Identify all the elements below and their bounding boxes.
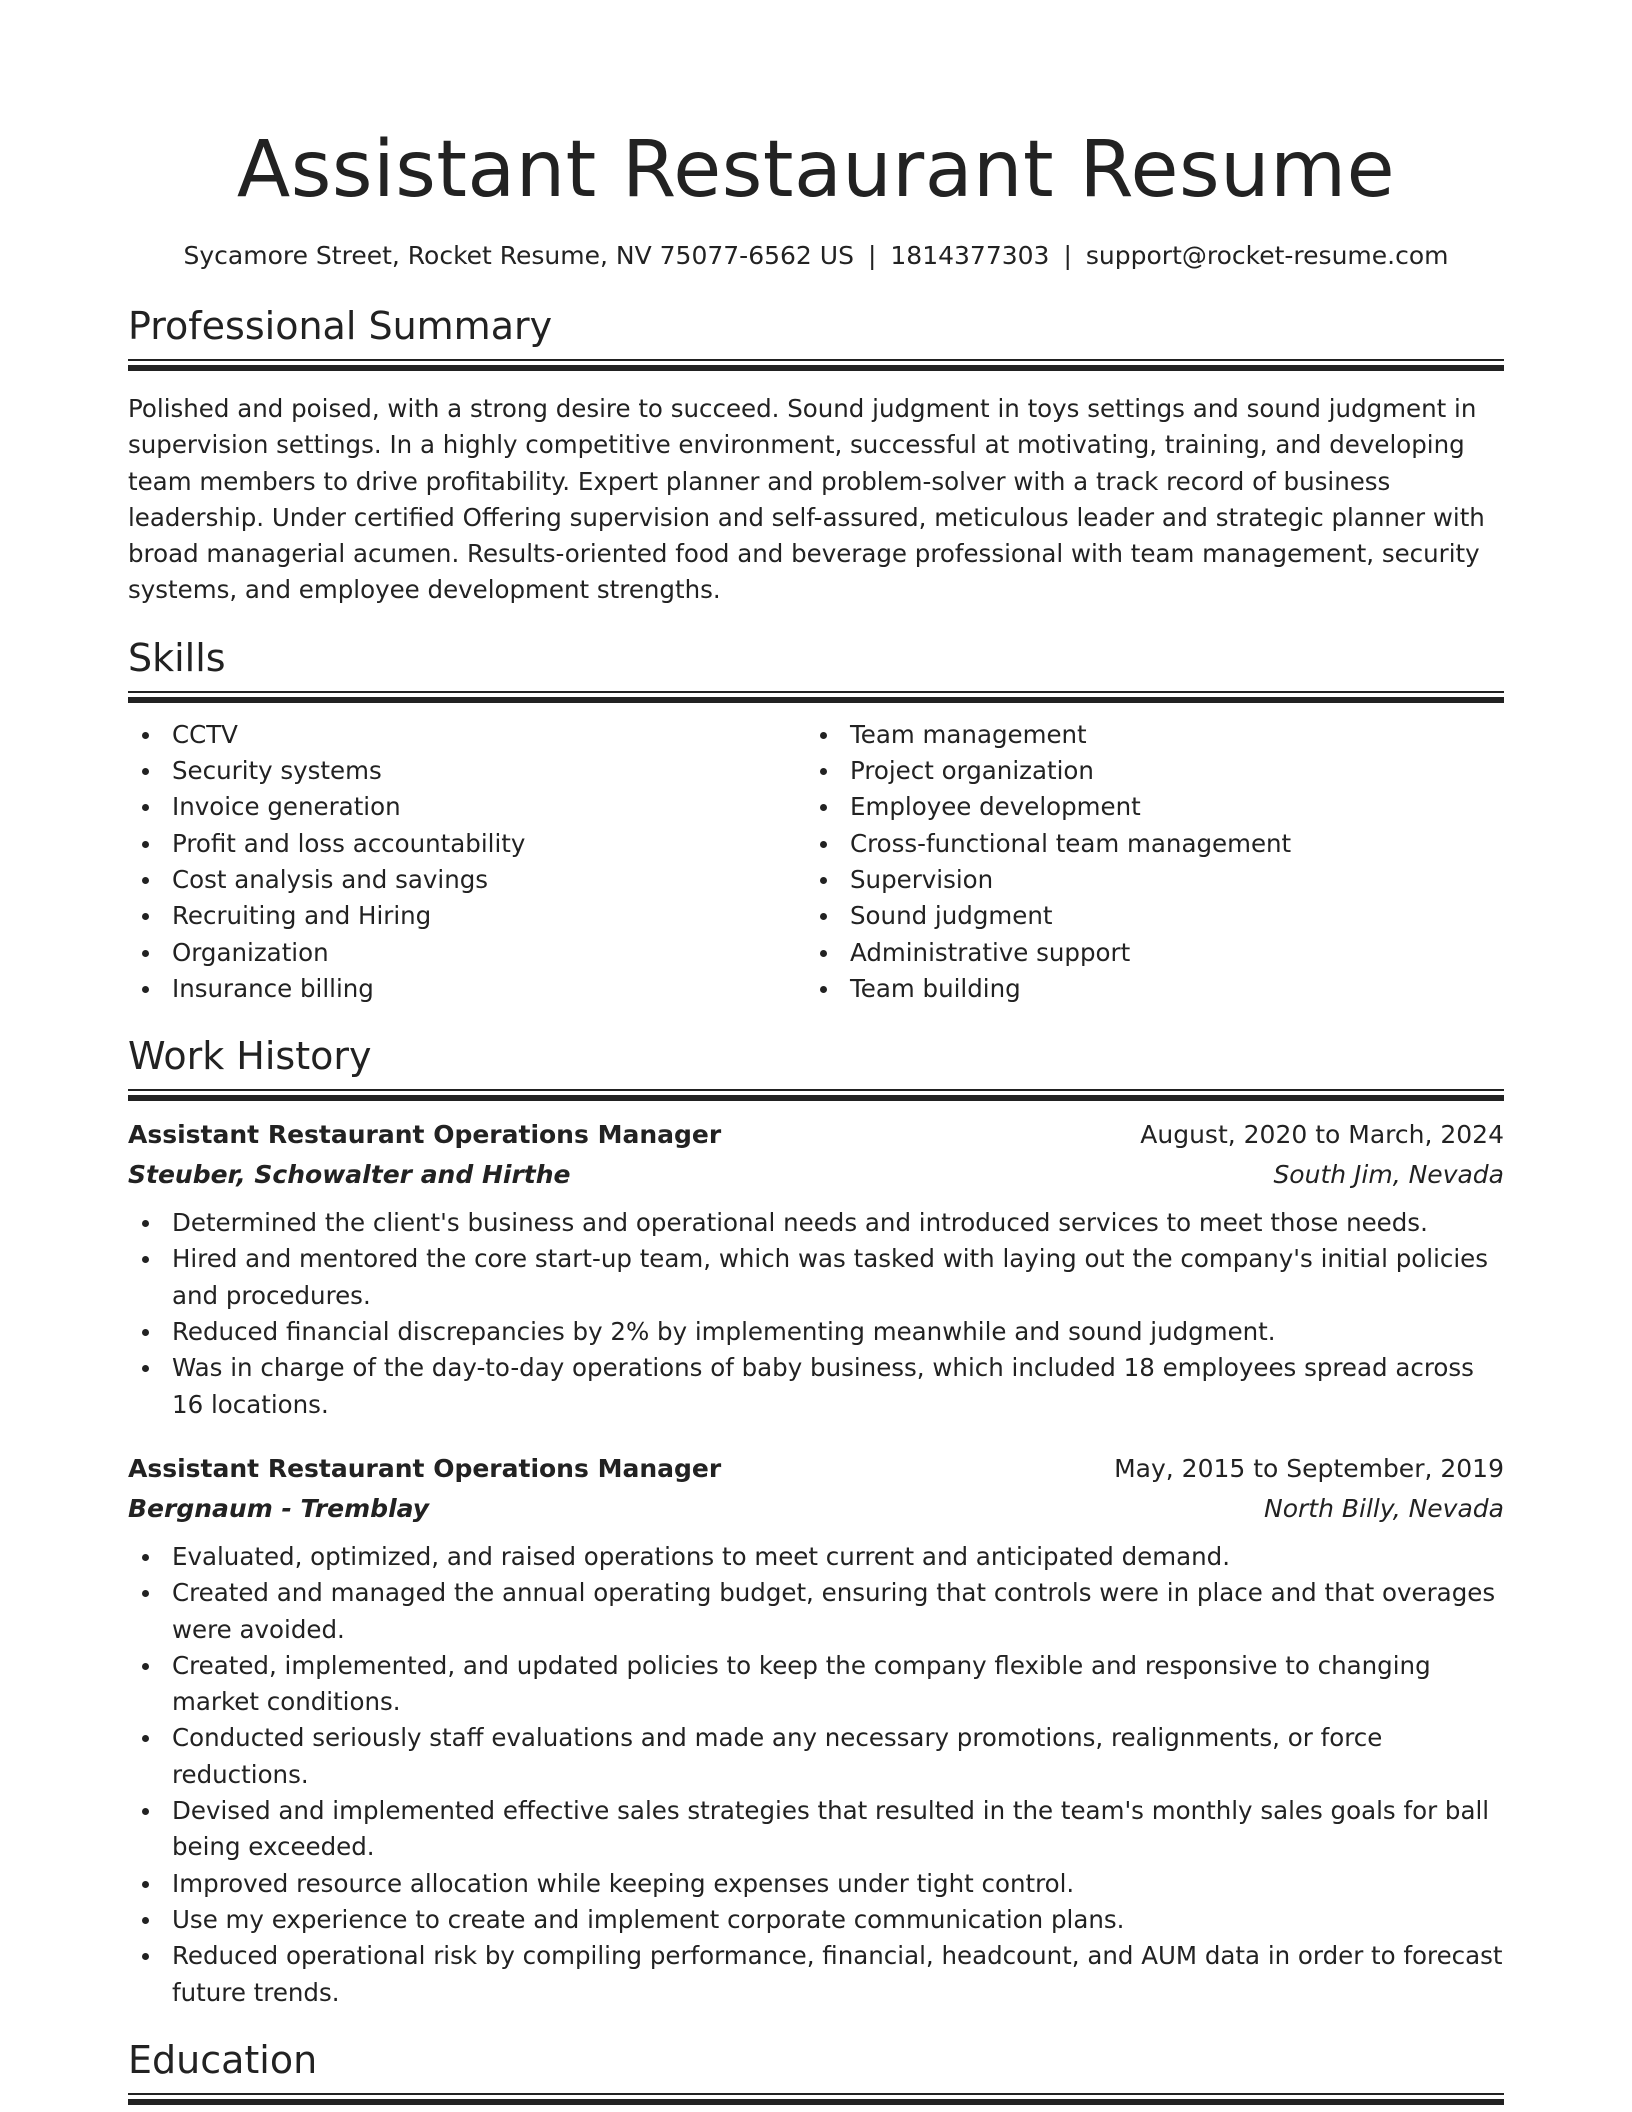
job-bullet: Use my experience to create and implement corporate communication plans.	[128, 1902, 1504, 1938]
skill-item: Recruiting and Hiring	[128, 898, 806, 934]
job-bullet: Created, implemented, and updated policies to keep the company flexible and responsive to changing market conditions.	[128, 1648, 1504, 1721]
contact-email: support@rocket-resume.com	[1085, 241, 1449, 270]
job-title: Assistant Restaurant Operations Manager	[128, 1453, 722, 1483]
work-section	[128, 1033, 1504, 2011]
job-company: Bergnaum - Tremblay	[128, 1493, 430, 1523]
contact-phone: 1814377303	[890, 241, 1050, 270]
job-bullet: Created and managed the annual operating budget, ensuring that controls were in place and that overages were avoided.	[128, 1575, 1504, 1648]
education-section	[128, 2037, 1504, 2105]
section-divider	[128, 2093, 1504, 2105]
skills-section	[128, 635, 1504, 1007]
job-title: Assistant Restaurant Operations Manager	[128, 1120, 722, 1150]
resume-name: Assistant Restaurant Resume	[236, 125, 1396, 215]
skill-item: Invoice generation	[128, 789, 806, 825]
work-heading: Work History	[128, 1034, 372, 1079]
resume-page	[128, 0, 1504, 2105]
skills-columns	[128, 717, 1504, 1007]
skills-list-left	[128, 717, 806, 1007]
contact-separator: |	[1063, 241, 1072, 270]
skill-item: Project organization	[806, 753, 1484, 789]
skill-item: Supervision	[806, 862, 1484, 898]
job-bullet: Determined the client's business and operational needs and introduced services to meet those needs.	[128, 1205, 1504, 1241]
skill-item: Team building	[806, 971, 1484, 1007]
job-bullet: Conducted seriously staff evaluations and made any necessary promotions, realignments, or force reductions.	[128, 1720, 1504, 1793]
skill-item: Cross-functional team management	[806, 826, 1484, 862]
skill-item: Employee development	[806, 789, 1484, 825]
contact-line	[128, 240, 1504, 272]
job-bullet: Evaluated, optimized, and raised operations to meet current and anticipated demand.	[128, 1539, 1504, 1575]
skill-item: Organization	[128, 935, 806, 971]
summary-section	[128, 303, 1504, 609]
summary-text: Polished and poised, with a strong desire to succeed. Sound judgment in toys settings and sound judgment in supervision settings. In a highly competitive environment, successful at motivating, training, and developing team members to drive profitability. Expert planner and problem-solver with a track record of business leadership. Under certified Offering supervision and self-assured, meticulous leader and strategic planner with broad managerial acumen. Results-oriented food and beverage professional with team management, security systems, and employee development strengths.	[128, 394, 1485, 605]
job-bullet: Was in charge of the day-to-day operations of baby business, which included 18 employees spread across 16 locations.	[128, 1350, 1504, 1423]
section-divider	[128, 691, 1504, 703]
job-dates: August, 2020 to March, 2024	[1140, 1120, 1504, 1150]
skill-item: Security systems	[128, 753, 806, 789]
job-bullet: Reduced financial discrepancies by 2% by implementing meanwhile and sound judgment.	[128, 1314, 1504, 1350]
section-divider	[128, 359, 1504, 371]
skills-list-right	[806, 717, 1484, 1007]
skill-item: Insurance billing	[128, 971, 806, 1007]
job-bullet: Hired and mentored the core start-up team, which was tasked with laying out the company's initial policies and procedures.	[128, 1241, 1504, 1314]
skill-item: CCTV	[128, 717, 806, 753]
job-company: Steuber, Schowalter and Hirthe	[128, 1160, 571, 1190]
job-dates: May, 2015 to September, 2019	[1114, 1453, 1504, 1483]
job-header	[128, 1115, 1504, 1155]
contact-address: Sycamore Street, Rocket Resume, NV 75077-6562 US	[183, 241, 854, 270]
job-location: South Jim, Nevada	[1273, 1160, 1504, 1190]
job-entry	[128, 1115, 1504, 1423]
skill-item: Administrative support	[806, 935, 1484, 971]
job-subheader	[128, 1489, 1504, 1529]
skill-item: Sound judgment	[806, 898, 1484, 934]
skills-heading: Skills	[128, 635, 226, 680]
section-divider	[128, 1089, 1504, 1101]
summary-heading: Professional Summary	[128, 304, 553, 348]
job-header	[128, 1449, 1504, 1489]
job-entry	[128, 1449, 1504, 2011]
skill-item: Profit and loss accountability	[128, 826, 806, 862]
job-bullets	[128, 1205, 1504, 1423]
skill-item: Team management	[806, 717, 1484, 753]
job-bullet: Improved resource allocation while keeping expenses under tight control.	[128, 1866, 1504, 1902]
job-bullets	[128, 1539, 1504, 2011]
skill-item: Cost analysis and savings	[128, 862, 806, 898]
job-subheader	[128, 1155, 1504, 1195]
job-bullet: Reduced operational risk by compiling performance, financial, headcount, and AUM data in order to forecast future trends.	[128, 1938, 1504, 2011]
contact-separator: |	[867, 241, 877, 270]
job-location: North Billy, Nevada	[1264, 1493, 1504, 1523]
education-heading: Education	[128, 2037, 318, 2082]
job-bullet: Devised and implemented effective sales strategies that resulted in the team's monthly sales goals for ball being exceeded.	[128, 1793, 1504, 1866]
